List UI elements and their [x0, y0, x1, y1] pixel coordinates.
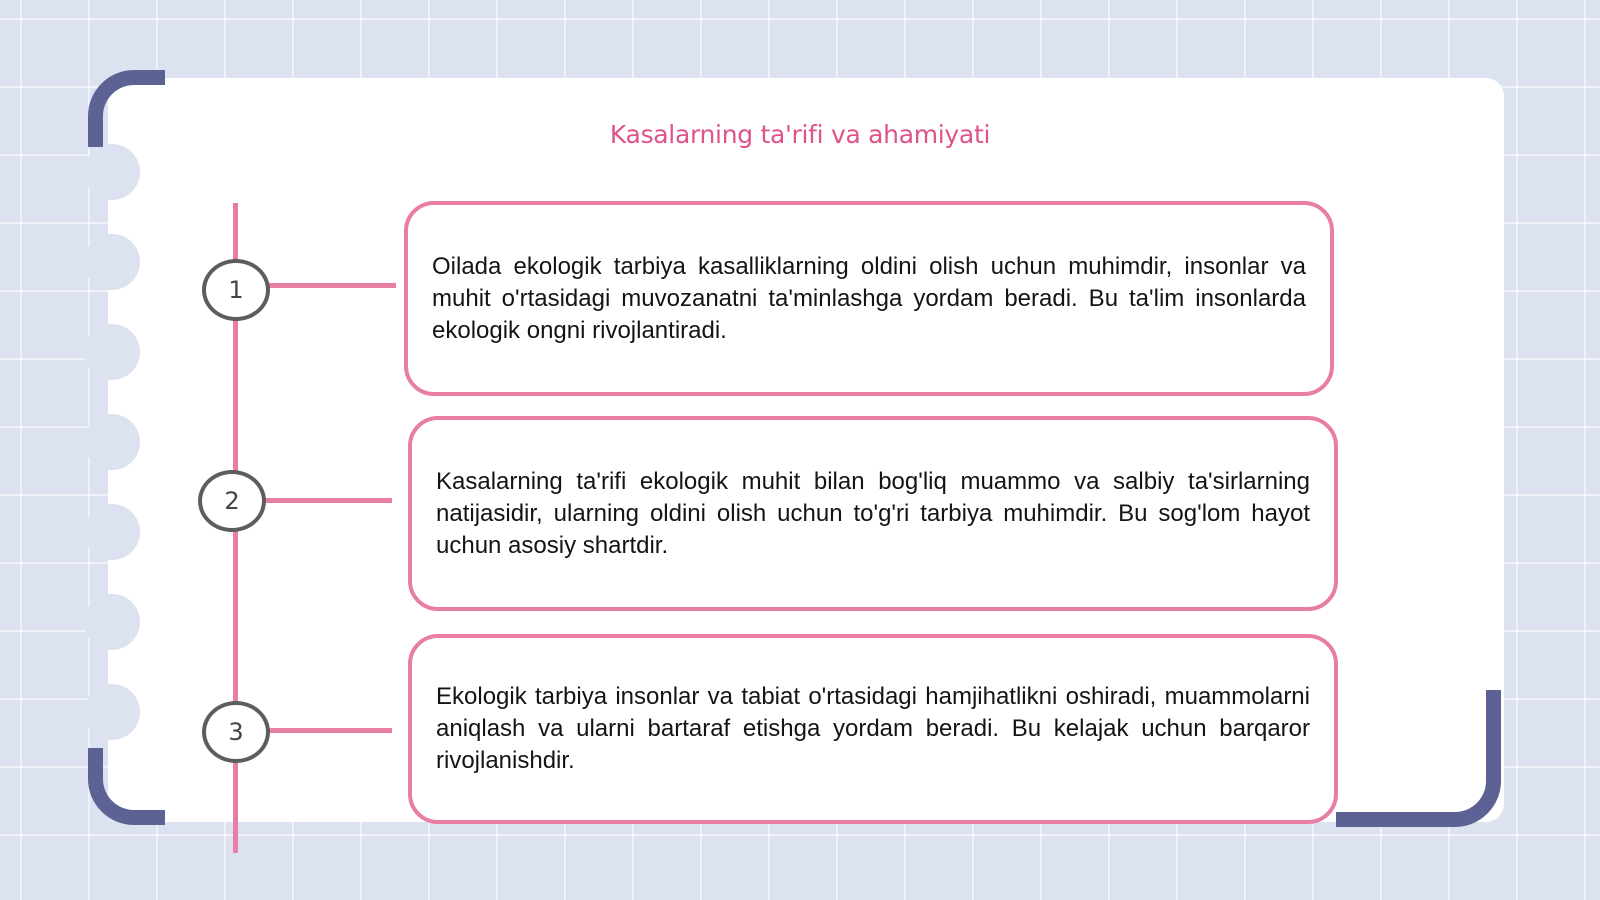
- scallop: [84, 324, 140, 380]
- step-number: 3: [228, 718, 244, 746]
- scallop: [84, 234, 140, 290]
- corner-bracket-top-left: [88, 70, 165, 147]
- scallop: [84, 504, 140, 560]
- content-text: Oilada ekologik tarbiya kasalliklarning oldini olish uchun muhimdir, insonlar va muhit o'rtasidagi muvozanatni ta'minlashga yordam beradi. Bu ta'lim insonlarda ekologik ongni rivojlantiradi.: [432, 252, 1306, 344]
- step-number-circle: [202, 701, 270, 763]
- step-number: 1: [228, 276, 244, 304]
- content-text: Ekologik tarbiya insonlar va tabiat o'rtasidagi hamjihatlikni oshiradi, muammolarni aniqlash va ularni bartaraf etishga yordam beradi. Bu kelajak uchun barqaror rivojlanishdir.: [436, 683, 1310, 774]
- corner-bracket-bottom-left: [88, 748, 165, 825]
- scallop: [84, 684, 140, 740]
- slide-title: Kasalarning ta'rifi va ahamiyati: [609, 120, 991, 149]
- content-box: [404, 201, 1334, 396]
- step-number: 2: [224, 487, 240, 515]
- content-box: [408, 634, 1338, 824]
- step-number-circle: [202, 259, 270, 321]
- connector-line: [266, 728, 392, 733]
- connector-line: [262, 498, 392, 503]
- corner-bracket-bottom-right: [1336, 690, 1501, 827]
- scallop: [84, 414, 140, 470]
- step-number-circle: [198, 470, 266, 532]
- content-box: [408, 416, 1338, 611]
- scallop: [84, 594, 140, 650]
- scallop: [84, 144, 140, 200]
- content-text: Kasalarning ta'rifi ekologik muhit bilan bog'liq muammo va salbiy ta'sirlarning natijasidir, ularning oldini olish uchun to'g'ri tarbiya muhimdir. Bu sog'lom hayot uchun asosiy shartdir.: [436, 467, 1310, 559]
- connector-line: [266, 283, 396, 288]
